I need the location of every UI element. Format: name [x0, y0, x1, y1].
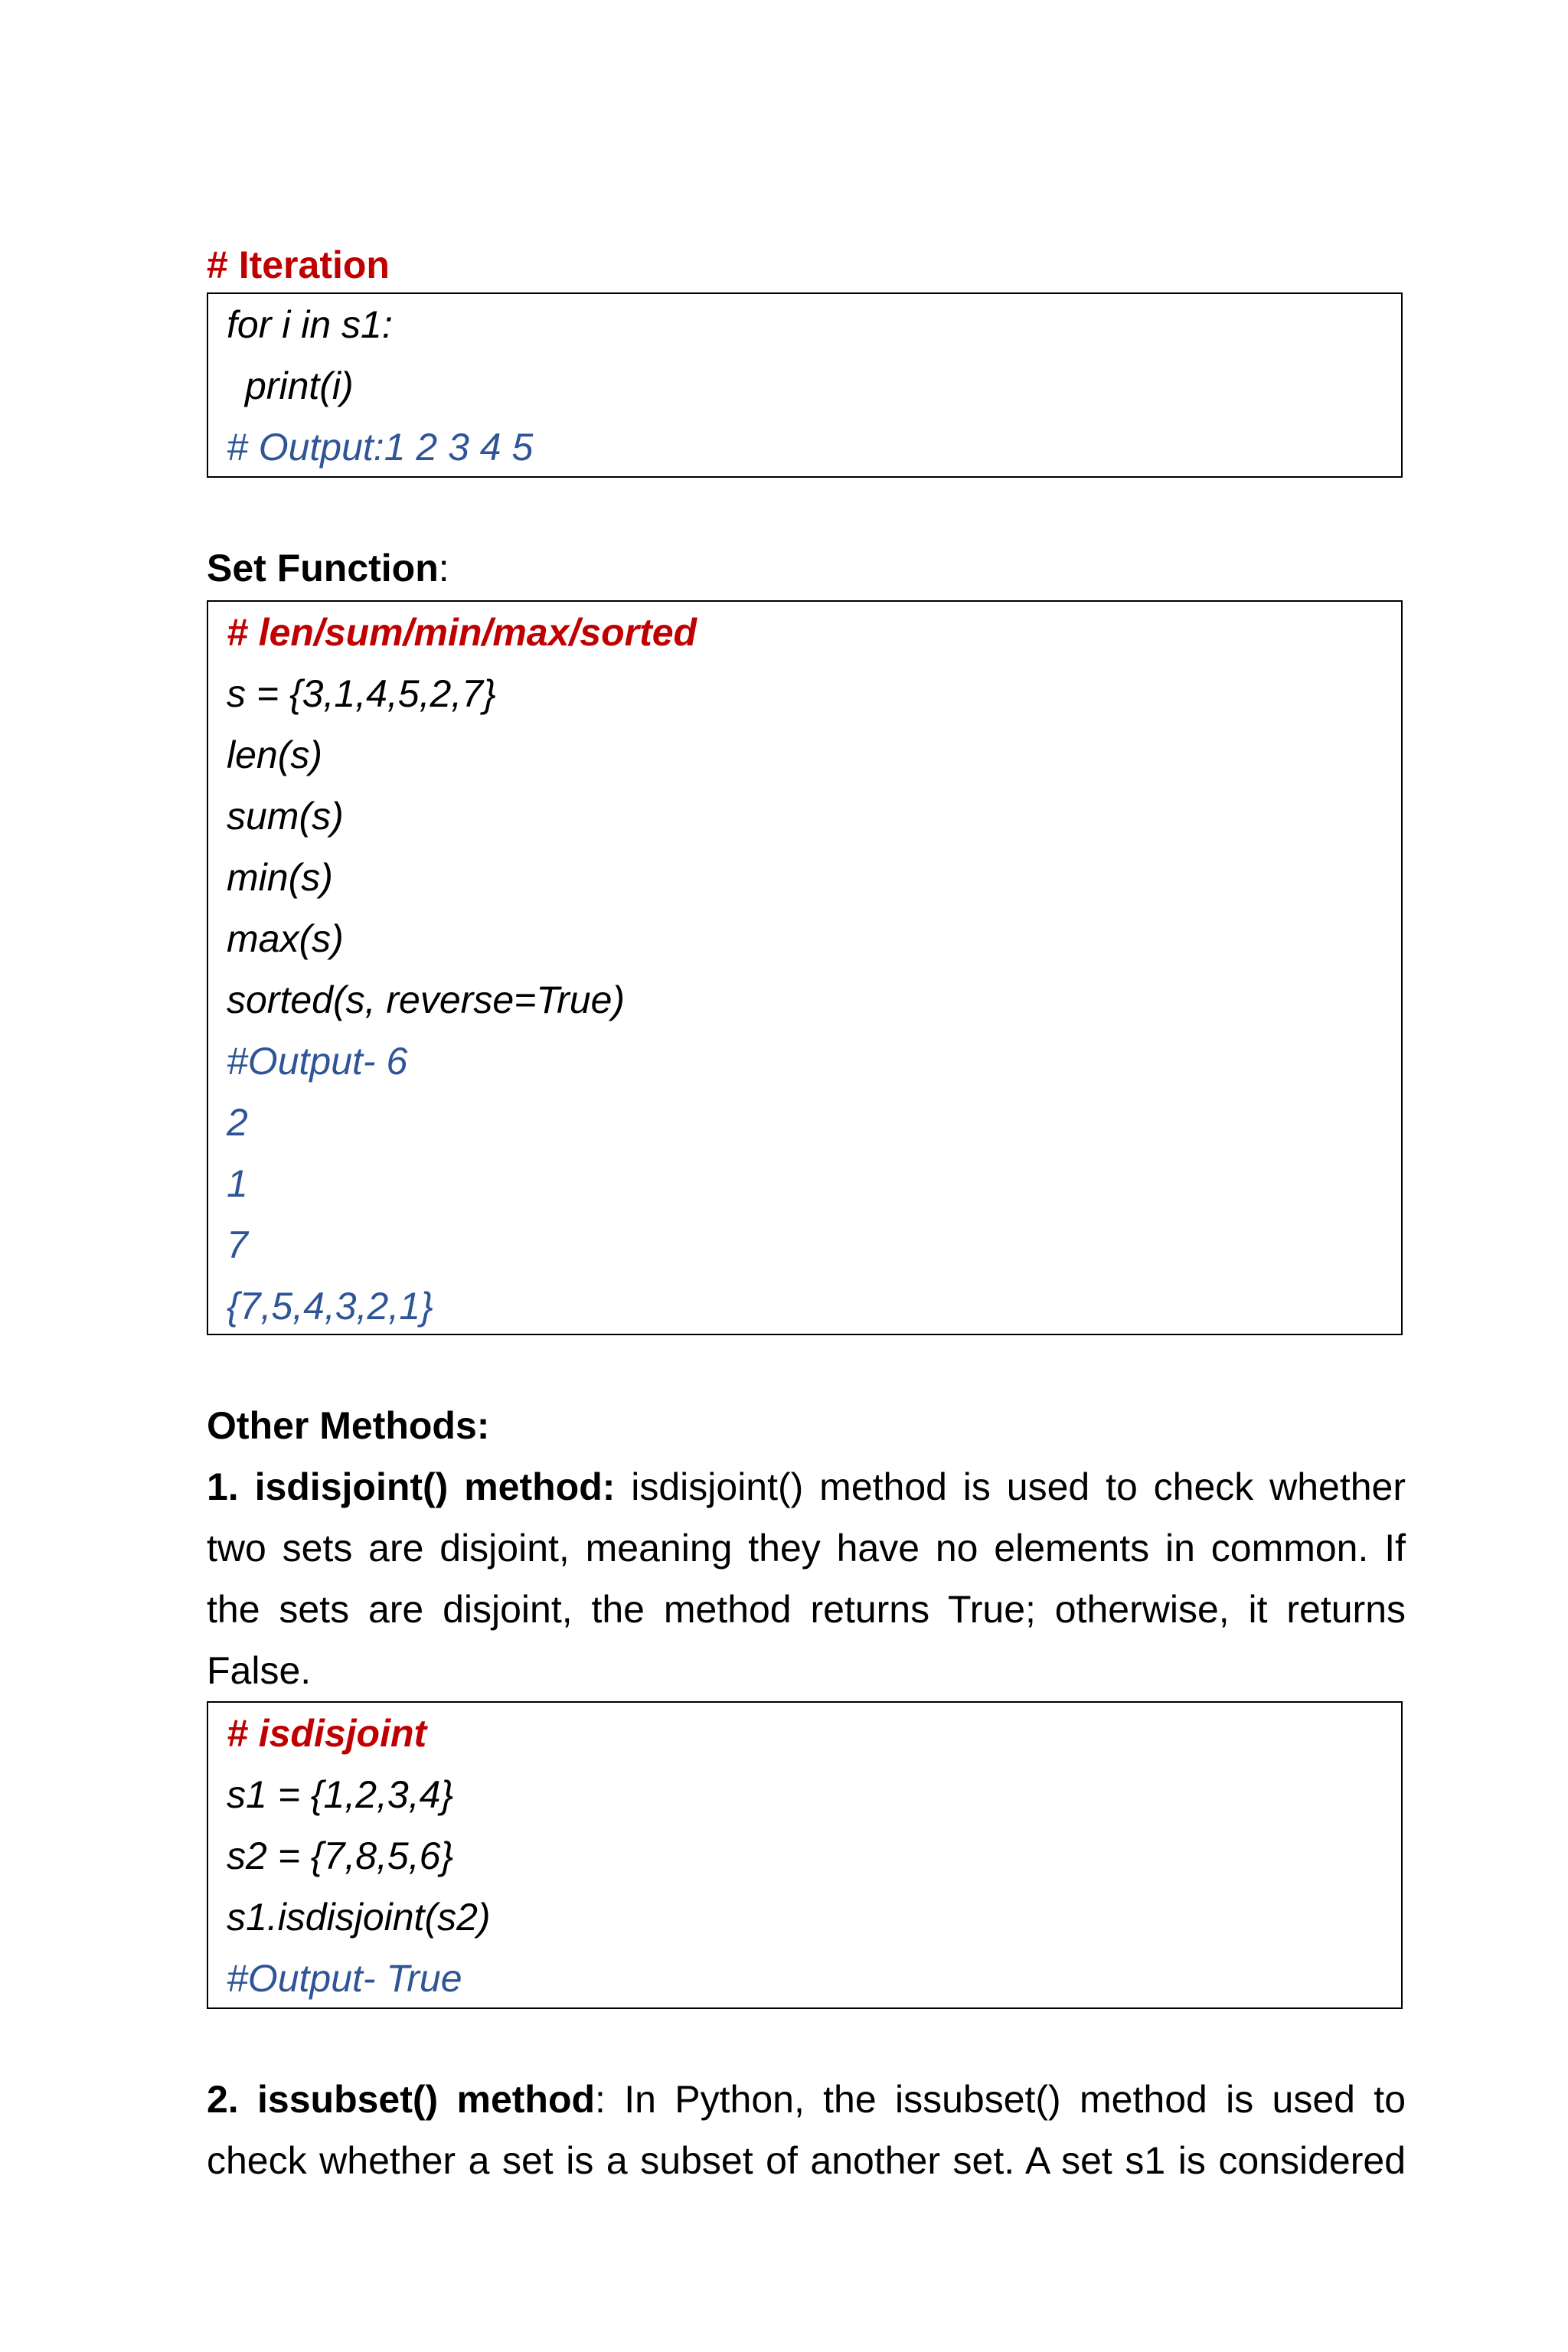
- paragraph-line: 2. issubset() method: In Python, the issubset() method is used to: [207, 2078, 1406, 2121]
- paragraph-line: two sets are disjoint, meaning they have no elements in common. If: [207, 1527, 1406, 1570]
- code-line: print(i): [245, 364, 354, 407]
- code-heading: # isdisjoint: [227, 1712, 427, 1755]
- paragraph-line: check whether a set is a subset of another set. A set s1 is considered: [207, 2139, 1406, 2182]
- code-line: s2 = {7,8,5,6}: [227, 1834, 454, 1877]
- code-output: {7,5,4,3,2,1}: [227, 1285, 433, 1328]
- isdisjoint-label: 1. isdisjoint() method:: [207, 1465, 616, 1508]
- code-line: sorted(s, reverse=True): [227, 978, 626, 1021]
- set-function-code-box: [207, 600, 1403, 1335]
- code-line: s1.isdisjoint(s2): [227, 1896, 491, 1939]
- other-methods-heading: Other Methods:: [207, 1404, 490, 1447]
- iteration-heading: # Iteration: [207, 243, 390, 286]
- set-function-heading: Set Function:: [207, 547, 449, 590]
- issubset-paragraph: [207, 2069, 1406, 2191]
- isdisjoint-code-box: [207, 1701, 1403, 2009]
- code-output: #Output- True: [227, 1957, 462, 2000]
- code-heading: # len/sum/min/max/sorted: [227, 611, 697, 654]
- paragraph-line: False.: [207, 1649, 312, 1692]
- code-line: for i in s1:: [227, 303, 393, 346]
- issubset-label: 2. issubset() method: [207, 2078, 596, 2121]
- paragraph-line: the sets are disjoint, the method returns True; otherwise, it returns: [207, 1588, 1406, 1631]
- code-line: s = {3,1,4,5,2,7}: [227, 672, 496, 715]
- isdisjoint-paragraph: [207, 1456, 1406, 1701]
- code-output: #Output- 6: [227, 1040, 408, 1083]
- code-line: len(s): [227, 733, 323, 776]
- code-line: sum(s): [227, 795, 344, 838]
- code-output: 2: [227, 1101, 248, 1144]
- code-output: 1: [227, 1162, 248, 1205]
- code-output: 7: [227, 1223, 248, 1266]
- code-line: s1 = {1,2,3,4}: [227, 1773, 454, 1816]
- code-output: # Output:1 2 3 4 5: [227, 426, 534, 469]
- code-line: max(s): [227, 917, 344, 960]
- paragraph-line: 1. isdisjoint() method: isdisjoint() method is used to check whether: [207, 1465, 1406, 1508]
- iteration-code-box: [207, 292, 1403, 478]
- code-line: min(s): [227, 856, 333, 899]
